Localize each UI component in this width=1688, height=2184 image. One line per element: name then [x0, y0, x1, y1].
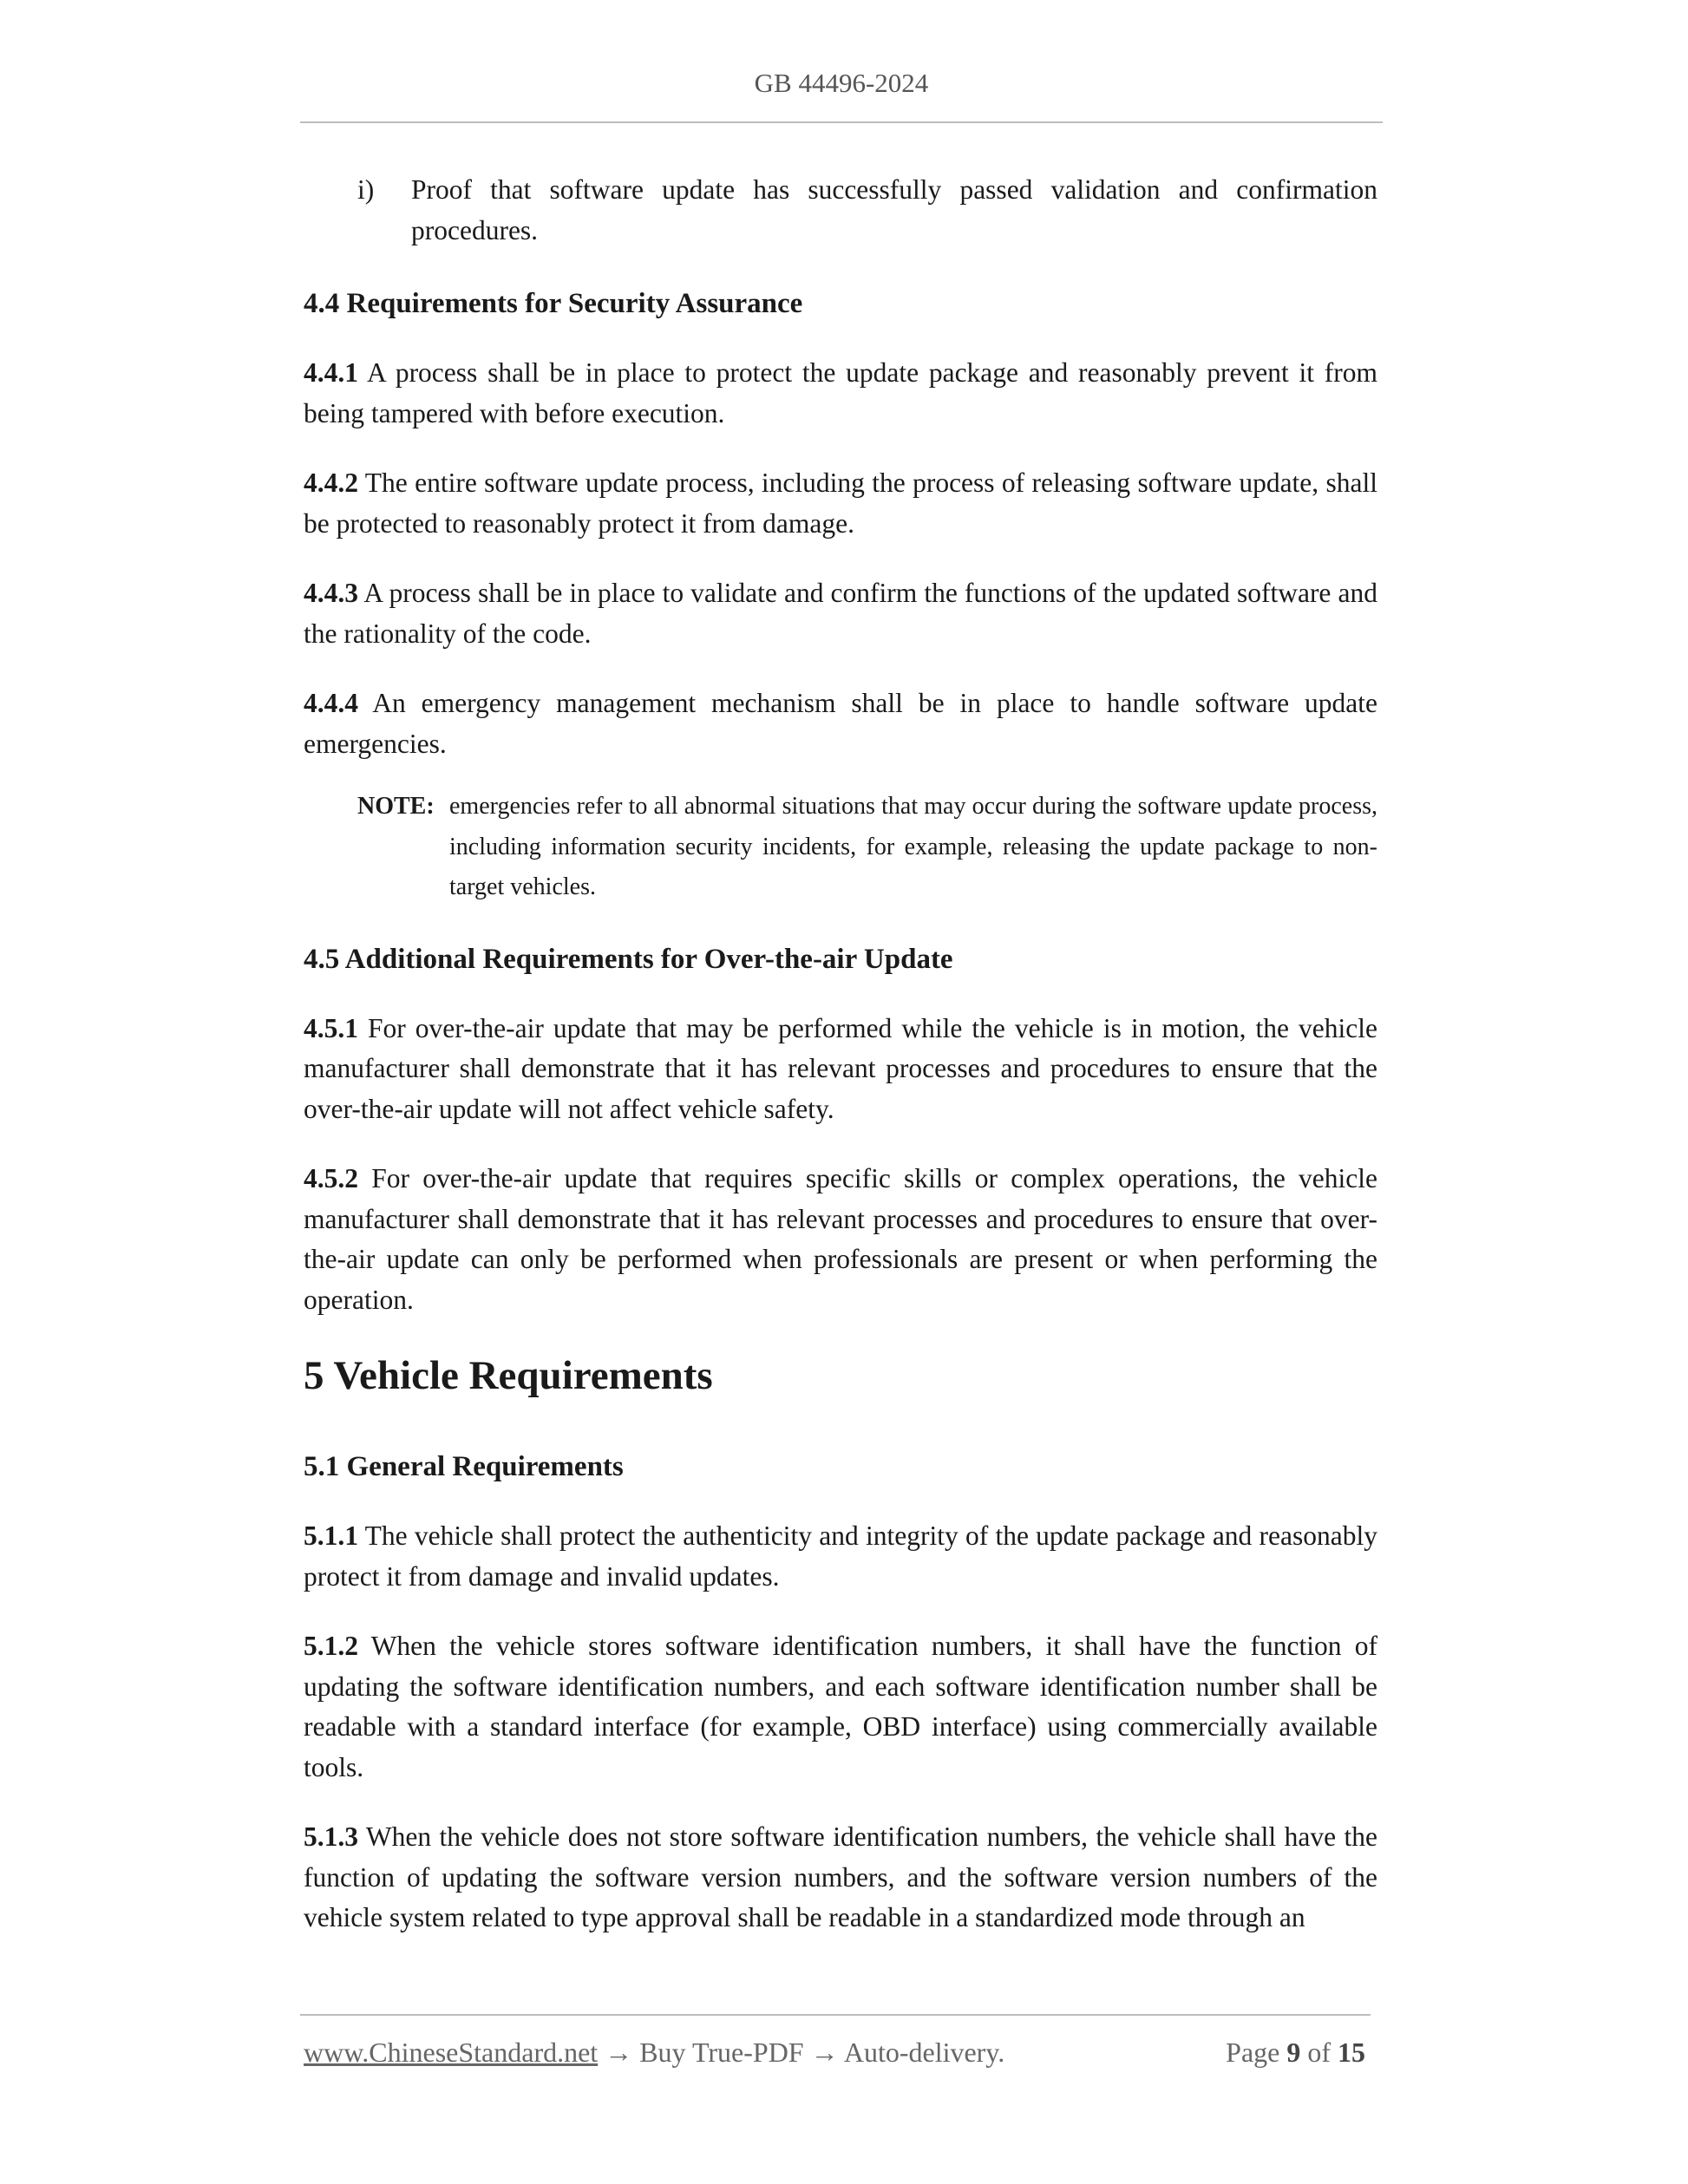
document-body	[304, 170, 1377, 1968]
section-heading-4-5: 4.5 Additional Requirements for Over-the-air Update	[304, 943, 953, 975]
clause-text: For over-the-air update that may be performed while the vehicle is in motion, the vehicle manufacturer shall demonstrate that it has relevant processes and procedures to ensure that the over-the-air update will not affect vehicle safety.	[304, 1012, 1377, 1124]
clause-number: 5.1.3	[304, 1821, 358, 1852]
clause-text: A process shall be in place to validate and confirm the functions of the updated software and the rationality of the code.	[304, 578, 1377, 649]
current-page: 9	[1286, 2037, 1301, 2068]
clause-text: The entire software update process, including the process of releasing software update, shall be protected to reasonably protect it from damage.	[304, 468, 1377, 539]
header-divider	[300, 121, 1383, 123]
clause-number: 4.4.4	[304, 688, 358, 718]
clause-number: 4.4.1	[304, 357, 358, 388]
total-pages: 15	[1338, 2037, 1365, 2068]
clause-number: 4.4.3	[304, 578, 358, 608]
footer-divider	[300, 2014, 1371, 2016]
clause-5-1-1	[304, 1516, 1377, 1597]
clause-5-1-3	[304, 1817, 1377, 1939]
of-label: of	[1300, 2037, 1338, 2068]
section-heading-5-1: 5.1 General Requirements	[304, 1451, 624, 1482]
clause-4-4-4	[304, 683, 1377, 764]
arrow-icon: →	[803, 2037, 844, 2068]
page-number	[1226, 2037, 1365, 2069]
clause-4-5-2	[304, 1159, 1377, 1320]
clause-number: 5.1.2	[304, 1631, 358, 1661]
delivery-text: Auto-delivery.	[843, 2037, 1005, 2068]
note-label: NOTE:	[357, 793, 435, 820]
clause-number: 4.4.2	[304, 468, 358, 498]
clause-number: 5.1.1	[304, 1520, 358, 1551]
chapter-heading-5: 5 Vehicle Requirements	[304, 1353, 713, 1398]
clause-number: 4.5.2	[304, 1163, 358, 1193]
clause-5-1-2	[304, 1626, 1377, 1788]
note-text: emergencies refer to all abnormal situations that may occur during the software update process, including information security incidents, for example, releasing the update package to non-target vehicles.	[449, 793, 1377, 900]
clause-text: An emergency management mechanism shall be in place to handle software update emergencies.	[304, 688, 1377, 759]
clause-text: For over-the-air update that requires specific skills or complex operations, the vehicle manufacturer shall demonstrate that it has relevant processes and procedures to ensure that over-the-air update can only be performed when professionals are present or when performing the operation.	[304, 1163, 1377, 1315]
list-marker: i)	[357, 174, 375, 205]
buy-text: Buy True-PDF	[639, 2037, 804, 2068]
clause-text: The vehicle shall protect the authenticity and integrity of the update package and reasonably protect it from damage and invalid updates.	[304, 1520, 1377, 1592]
website-link[interactable]: www.ChineseStandard.net	[304, 2037, 599, 2068]
clause-text: When the vehicle stores software identification numbers, it shall have the function of updating the software identification numbers, and each software identification number shall be readable with a standard interface (for example, OBD interface) using commercially available tools.	[304, 1631, 1377, 1782]
clause-text: A process shall be in place to protect the update package and reasonably prevent it from being tampered with before execution.	[304, 357, 1377, 428]
clause-4-5-1	[304, 1009, 1377, 1130]
clause-4-4-3	[304, 573, 1377, 654]
clause-4-4-1	[304, 353, 1377, 434]
footer-promo	[304, 2037, 1004, 2069]
arrow-icon: →	[598, 2037, 640, 2068]
clause-number: 4.5.1	[304, 1012, 358, 1043]
page-label: Page	[1226, 2037, 1287, 2068]
page-header: GB 44496-2024	[754, 68, 929, 98]
clause-text: When the vehicle does not store software identification numbers, the vehicle shall have the function of updating the software version numbers, and the software version numbers of the vehicle system related to type approval shall be readable in a standardized mode through an	[304, 1821, 1377, 1932]
clause-4-4-2	[304, 463, 1377, 544]
section-heading-4-4: 4.4 Requirements for Security Assurance	[304, 288, 803, 319]
list-item-text: Proof that software update has successfully passed validation and confirmation procedures.	[411, 174, 1377, 245]
note-block	[304, 787, 1377, 908]
list-item	[304, 170, 1377, 251]
